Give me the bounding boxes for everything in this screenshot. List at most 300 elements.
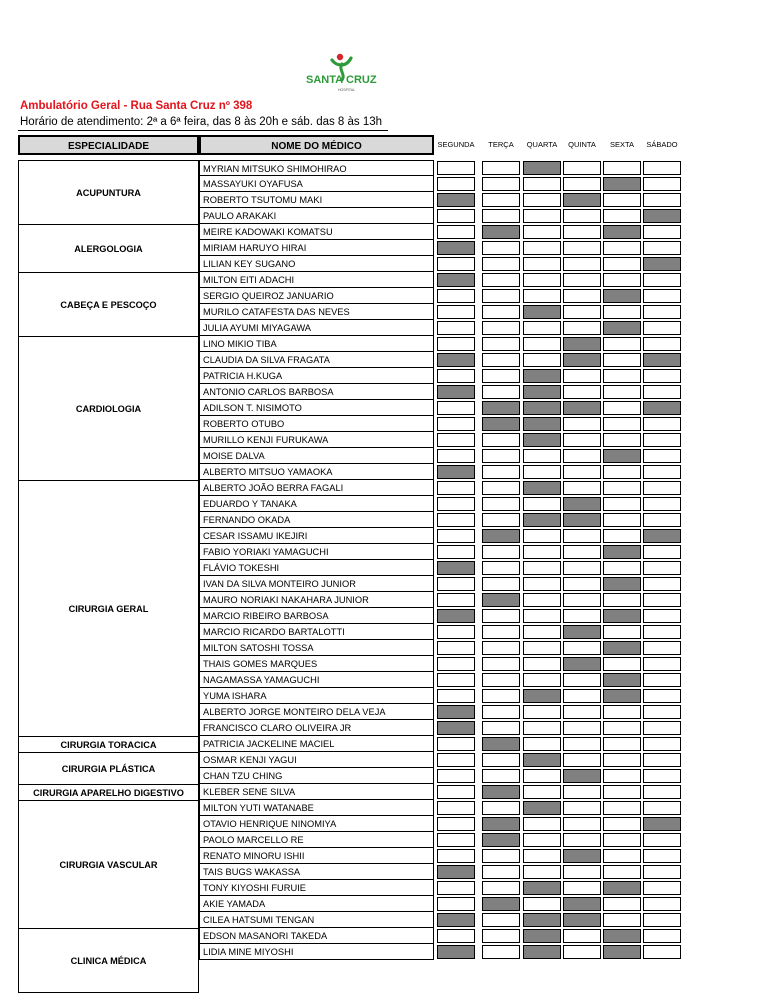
schedule-cell [603, 801, 641, 815]
schedule-cell [482, 849, 520, 863]
schedule-cell [563, 737, 601, 751]
logo-sub: HOSPITAL [338, 88, 356, 92]
schedule-cell [523, 561, 561, 575]
schedule-cell [603, 401, 641, 415]
schedule-cell-active [563, 897, 601, 911]
schedule-cell-active [643, 353, 681, 367]
doctor-name: LINO MIKIO TIBA [199, 336, 434, 352]
schedule-cell-active [523, 385, 561, 399]
specialty-cell: CIRURGIA VASCULAR [18, 800, 199, 929]
schedule-cell [523, 289, 561, 303]
schedule-cell [563, 177, 601, 191]
schedule-cell [523, 209, 561, 223]
schedule-cell [643, 369, 681, 383]
schedule-cell [437, 161, 475, 175]
schedule-cell [482, 273, 520, 287]
schedule-cell [643, 737, 681, 751]
doctor-name: ALBERTO JOÃO BERRA FAGALI [199, 480, 434, 496]
schedule-cell [563, 257, 601, 271]
doctor-name: KLEBER SENE SILVA [199, 784, 434, 800]
schedule-cell [523, 769, 561, 783]
schedule-cell [563, 545, 601, 559]
schedule-cell [603, 833, 641, 847]
schedule-cell-active [523, 801, 561, 815]
schedule-cell [643, 689, 681, 703]
schedule-cell-active [437, 353, 475, 367]
schedule-cell [523, 609, 561, 623]
doctor-name: MASSAYUKI OYAFUSA [199, 176, 434, 192]
doctor-name: MIRIAM HARUYO HIRAI [199, 240, 434, 256]
schedule-cell [643, 929, 681, 943]
schedule-cell-active [437, 241, 475, 255]
schedule-cell [603, 737, 641, 751]
schedule-cell [482, 433, 520, 447]
schedule-cell-active [523, 929, 561, 943]
schedule-cell [563, 449, 601, 463]
doctor-name: ROBERTO TSUTOMU MAKI [199, 192, 434, 208]
schedule-cell-active [523, 881, 561, 895]
schedule-cell [523, 785, 561, 799]
schedule-cell [437, 449, 475, 463]
schedule-cell [523, 577, 561, 591]
schedule-cell-active [437, 945, 475, 959]
doctor-name: FERNANDO OKADA [199, 512, 434, 528]
schedule-cell [482, 353, 520, 367]
schedule-cell [603, 417, 641, 431]
schedule-cell [643, 465, 681, 479]
schedule-cell [603, 257, 641, 271]
schedule-cell [563, 833, 601, 847]
schedule-cell [482, 161, 520, 175]
schedule-cell [437, 337, 475, 351]
schedule-cell [643, 913, 681, 927]
schedule-cell [643, 865, 681, 879]
doctor-name: MAURO NORIAKI NAKAHARA JUNIOR [199, 592, 434, 608]
doctor-name: FRANCISCO CLARO OLIVEIRA JR [199, 720, 434, 736]
schedule-cell-active [603, 641, 641, 655]
schedule-cell [643, 225, 681, 239]
schedule-cell-active [482, 817, 520, 831]
schedule-cell [482, 513, 520, 527]
schedule-cell [603, 561, 641, 575]
schedule-cell-active [643, 257, 681, 271]
schedule-cell [603, 369, 641, 383]
schedule-cell [563, 593, 601, 607]
doctor-name: ROBERTO OTUBO [199, 416, 434, 432]
schedule-cell [563, 577, 601, 591]
day-header: SÁBADO [646, 140, 678, 149]
schedule-cell [523, 465, 561, 479]
schedule-cell-active [437, 721, 475, 735]
schedule-cell [563, 161, 601, 175]
schedule-cell [482, 673, 520, 687]
schedule-cell [523, 545, 561, 559]
schedule-cell [603, 529, 641, 543]
schedule-cell [563, 305, 601, 319]
schedule-cell [482, 641, 520, 655]
schedule-cell [437, 737, 475, 751]
schedule-cell [563, 385, 601, 399]
schedule-cell [523, 721, 561, 735]
day-header: QUARTA [526, 140, 558, 149]
schedule-cell [643, 801, 681, 815]
schedule-cell [603, 705, 641, 719]
schedule-cell [563, 641, 601, 655]
doctor-name: CILEA HATSUMI TENGAN [199, 912, 434, 928]
schedule-cell [643, 785, 681, 799]
doctor-name: MILTON EITI ADACHI [199, 272, 434, 288]
doctor-name: MYRIAN MITSUKO SHIMOHIRAO [199, 160, 434, 176]
schedule-cell-active [563, 497, 601, 511]
schedule-cell-active [643, 529, 681, 543]
doctor-name: EDSON MASANORI TAKEDA [199, 928, 434, 944]
schedule-cell [603, 769, 641, 783]
schedule-cell [603, 209, 641, 223]
logo-word-cruz: CRUZ [346, 74, 377, 86]
schedule-cell-active [523, 417, 561, 431]
schedule-cell-active [563, 849, 601, 863]
schedule-cell-active [643, 401, 681, 415]
schedule-cell [523, 657, 561, 671]
schedule-cell [603, 593, 641, 607]
schedule-cell [437, 401, 475, 415]
doctor-name: PAULO ARAKAKI [199, 208, 434, 224]
schedule-cell [603, 337, 641, 351]
schedule-cell [603, 273, 641, 287]
specialty-cell: CIRURGIA GERAL [18, 480, 199, 737]
doctor-name: NAGAMASSA YAMAGUCHI [199, 672, 434, 688]
schedule-cell [523, 257, 561, 271]
schedule-cell [643, 609, 681, 623]
schedule-cell [523, 529, 561, 543]
schedule-cell [437, 177, 475, 191]
specialty-cell: CLINICA MÉDICA [18, 928, 199, 993]
schedule-cell [482, 657, 520, 671]
schedule-cell-active [603, 609, 641, 623]
schedule-cell [482, 689, 520, 703]
schedule-cell [437, 289, 475, 303]
schedule-cell [437, 785, 475, 799]
schedule-cell-active [563, 193, 601, 207]
schedule-cell-active [437, 865, 475, 879]
schedule-cell [643, 289, 681, 303]
schedule-cell [643, 945, 681, 959]
schedule-cell [643, 753, 681, 767]
schedule-cell [643, 833, 681, 847]
schedule-cell [482, 193, 520, 207]
schedule-cell-active [523, 401, 561, 415]
doctor-name: PATRICIA H.KUGA [199, 368, 434, 384]
schedule-cell [603, 721, 641, 735]
schedule-cell [482, 337, 520, 351]
schedule-cell [482, 769, 520, 783]
schedule-cell [482, 449, 520, 463]
schedule-cell [603, 433, 641, 447]
schedule-cell [523, 833, 561, 847]
schedule-cell [437, 369, 475, 383]
schedule-cell [563, 609, 601, 623]
schedule-cell [563, 433, 601, 447]
schedule-cell-active [563, 513, 601, 527]
schedule-cell [482, 289, 520, 303]
doctor-name: ADILSON T. NISIMOTO [199, 400, 434, 416]
schedule-cell [603, 465, 641, 479]
schedule-cell-active [563, 353, 601, 367]
schedule-cell-active [523, 161, 561, 175]
schedule-cell-active [482, 897, 520, 911]
schedule-cell [643, 881, 681, 895]
schedule-cell [523, 193, 561, 207]
schedule-cell [603, 625, 641, 639]
schedule-cell [523, 273, 561, 287]
schedule-cell [563, 945, 601, 959]
schedule-cell [643, 561, 681, 575]
schedule-cell [482, 321, 520, 335]
doctor-name: MARCIO RICARDO BARTALOTTI [199, 624, 434, 640]
schedule-cell [482, 865, 520, 879]
schedule-cell [643, 449, 681, 463]
schedule-cell [437, 833, 475, 847]
schedule-cell [643, 545, 681, 559]
specialty-cell: ALERGOLOGIA [18, 224, 199, 273]
schedule-cell [643, 769, 681, 783]
schedule-cell-active [437, 913, 475, 927]
schedule-cell-active [437, 385, 475, 399]
schedule-cell-active [482, 529, 520, 543]
schedule-cell [482, 577, 520, 591]
schedule-cell [563, 929, 601, 943]
schedule-cell [643, 849, 681, 863]
schedule-cell [643, 433, 681, 447]
schedule-cell [523, 321, 561, 335]
schedule-cell [523, 625, 561, 639]
schedule-cell [643, 577, 681, 591]
schedule-cell [563, 289, 601, 303]
doctor-name: ANTONIO CARLOS BARBOSA [199, 384, 434, 400]
schedule-cell [482, 481, 520, 495]
schedule-cell-active [603, 673, 641, 687]
schedule-cell [523, 177, 561, 191]
schedule-cell [482, 929, 520, 943]
schedule-cell-active [563, 657, 601, 671]
schedule-cell-active [482, 225, 520, 239]
schedule-cell-active [603, 225, 641, 239]
schedule-cell-active [643, 817, 681, 831]
schedule-cell [482, 497, 520, 511]
schedule-cell [482, 177, 520, 191]
schedule-cell [563, 865, 601, 879]
schedule-cell [603, 481, 641, 495]
schedule-cell [523, 817, 561, 831]
schedule-cell-active [603, 449, 641, 463]
schedule-cell [603, 161, 641, 175]
doctor-name: MURILO CATAFESTA DAS NEVES [199, 304, 434, 320]
schedule-cell [482, 721, 520, 735]
schedule-cell-active [437, 465, 475, 479]
schedule-cell [437, 577, 475, 591]
schedule-cell [437, 641, 475, 655]
schedule-cell [563, 369, 601, 383]
schedule-cell [437, 257, 475, 271]
schedule-cell-active [482, 785, 520, 799]
schedule-cell [437, 321, 475, 335]
schedule-cell [523, 705, 561, 719]
schedule-cell [563, 689, 601, 703]
doctor-name: FLÁVIO TOKESHI [199, 560, 434, 576]
schedule-cell [643, 705, 681, 719]
doctor-name: YUMA ISHARA [199, 688, 434, 704]
doctor-name: MURILLO KENJI FURUKAWA [199, 432, 434, 448]
schedule-cell [523, 849, 561, 863]
schedule-cell [643, 593, 681, 607]
schedule-cell-active [482, 593, 520, 607]
schedule-cell-active [563, 769, 601, 783]
specialty-cell: ACUPUNTURA [18, 160, 199, 225]
doctor-name: MEIRE KADOWAKI KOMATSU [199, 224, 434, 240]
schedule-cell-active [603, 881, 641, 895]
doctor-name: SERGIO QUEIROZ JANUARIO [199, 288, 434, 304]
header-specialty: ESPECIALIDADE [18, 135, 199, 155]
schedule-cell [437, 897, 475, 911]
doctor-name: CLAUDIA DA SILVA FRAGATA [199, 352, 434, 368]
doctor-name: RENATO MINORU ISHII [199, 848, 434, 864]
schedule-cell [437, 513, 475, 527]
schedule-cell [643, 897, 681, 911]
schedule-cell-active [603, 577, 641, 591]
day-header: TERÇA [488, 140, 514, 149]
day-header: SEXTA [609, 140, 635, 149]
schedule-cell [437, 929, 475, 943]
schedule-cell [437, 545, 475, 559]
schedule-cell [563, 225, 601, 239]
schedule-cell [643, 337, 681, 351]
schedule-cell-active [523, 913, 561, 927]
schedule-cell-active [523, 945, 561, 959]
schedule-cell [643, 385, 681, 399]
specialty-cell: CIRURGIA APARELHO DIGESTIVO [18, 784, 199, 801]
schedule-cell-active [563, 337, 601, 351]
schedule-cell [523, 673, 561, 687]
schedule-cell [523, 737, 561, 751]
schedule-cell [523, 593, 561, 607]
schedule-cell [603, 897, 641, 911]
schedule-cell [643, 321, 681, 335]
schedule-cell-active [603, 929, 641, 943]
schedule-cell [563, 753, 601, 767]
schedule-cell [437, 881, 475, 895]
schedule-cell [563, 721, 601, 735]
schedule-cell [603, 657, 641, 671]
schedule-cell [437, 209, 475, 223]
schedule-cell [643, 673, 681, 687]
schedule-cell [437, 769, 475, 783]
doctor-name: TAIS BUGS WAKASSA [199, 864, 434, 880]
doctor-name: ALBERTO JORGE MONTEIRO DELA VEJA [199, 704, 434, 720]
schedule-cell-active [523, 481, 561, 495]
schedule-cell [603, 193, 641, 207]
doctor-name: LILIAN KEY SUGANO [199, 256, 434, 272]
schedule-cell [437, 497, 475, 511]
schedule-cell [437, 657, 475, 671]
schedule-cell [523, 241, 561, 255]
schedule-cell [643, 417, 681, 431]
schedule-cell [563, 673, 601, 687]
doctor-name: CESAR ISSAMU IKEJIRI [199, 528, 434, 544]
schedule-cell [482, 625, 520, 639]
schedule-cell [563, 801, 601, 815]
schedule-cell-active [603, 545, 641, 559]
schedule-cell [603, 865, 641, 879]
schedule-cell [563, 561, 601, 575]
schedule-cell-active [563, 401, 601, 415]
schedule-cell [437, 593, 475, 607]
schedule-cell [643, 161, 681, 175]
schedule-cell [482, 753, 520, 767]
schedule-cell [482, 241, 520, 255]
schedule-cell [563, 481, 601, 495]
logo-word-santa: SANTA [306, 74, 344, 86]
specialty-cell: CIRURGIA TORACICA [18, 736, 199, 753]
schedule-cell [603, 817, 641, 831]
schedule-cell [563, 209, 601, 223]
schedule-cell [437, 433, 475, 447]
schedule-cell [482, 945, 520, 959]
schedule-cell [643, 513, 681, 527]
schedule-cell [482, 561, 520, 575]
schedule-cell [523, 449, 561, 463]
schedule-cell [563, 881, 601, 895]
doctor-name: AKIE YAMADA [199, 896, 434, 912]
doctor-name: MILTON SATOSHI TOSSA [199, 640, 434, 656]
schedule-cell-active [523, 433, 561, 447]
schedule-cell [523, 337, 561, 351]
schedule-cell-active [523, 513, 561, 527]
schedule-cell [437, 689, 475, 703]
schedule-cell-active [437, 193, 475, 207]
schedule-cell [523, 641, 561, 655]
schedule-cell [563, 241, 601, 255]
schedule-cell-active [603, 689, 641, 703]
schedule-cell-active [523, 369, 561, 383]
schedule-cell-active [563, 625, 601, 639]
schedule-cell [482, 369, 520, 383]
schedule-cell-active [482, 417, 520, 431]
schedule-cell [523, 865, 561, 879]
schedule-cell [603, 513, 641, 527]
doctor-name: PATRICIA JACKELINE MACIEL [199, 736, 434, 752]
schedule-cell-active [563, 913, 601, 927]
divider [18, 130, 388, 131]
schedule-cell [603, 241, 641, 255]
clinic-title: Ambulatório Geral - Rua Santa Cruz nº 398 [20, 100, 253, 112]
schedule-cell [563, 705, 601, 719]
schedule-cell [482, 257, 520, 271]
doctor-name: MARCIO RIBEIRO BARBOSA [199, 608, 434, 624]
schedule-cell [643, 657, 681, 671]
schedule-cell [643, 193, 681, 207]
doctor-name: THAIS GOMES MARQUES [199, 656, 434, 672]
schedule-cell [563, 321, 601, 335]
schedule-cell [563, 529, 601, 543]
doctor-name: FABIO YORIAKI YAMAGUCHI [199, 544, 434, 560]
doctor-name: IVAN DA SILVA MONTEIRO JUNIOR [199, 576, 434, 592]
schedule-cell [523, 497, 561, 511]
doctor-name: MOISE DALVA [199, 448, 434, 464]
schedule-cell [482, 465, 520, 479]
schedule-cell [523, 225, 561, 239]
schedule-cell [643, 305, 681, 319]
schedule-cell [643, 497, 681, 511]
